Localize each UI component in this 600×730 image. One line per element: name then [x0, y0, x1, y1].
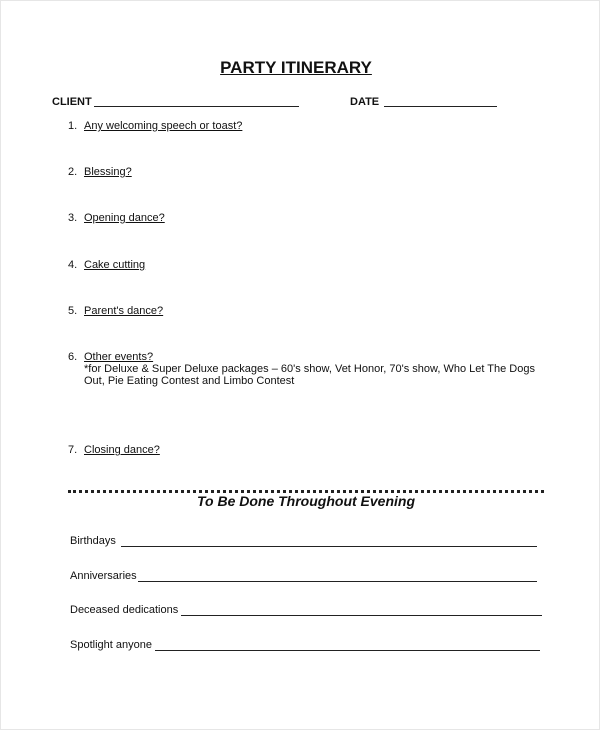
- page-title: PARTY ITINERARY: [220, 58, 372, 77]
- itinerary-item: Opening dance?: [84, 212, 165, 224]
- field-label-birthdays: Birthdays: [70, 535, 116, 547]
- itinerary-item: Any welcoming speech or toast?: [84, 120, 243, 132]
- itinerary-item: Other events?: [84, 351, 154, 363]
- itinerary-item: Closing dance?: [84, 444, 160, 456]
- item-number: 2.: [68, 166, 78, 178]
- itinerary-item: Blessing?: [84, 166, 132, 178]
- item-note: *for Deluxe & Super Deluxe packages – 60's show, Vet Honor, 70's show, Who Let The Dogs: [84, 363, 535, 375]
- item-number: 1.: [68, 120, 78, 132]
- spotlight-field-line[interactable]: [155, 650, 540, 651]
- item-number: 6.: [68, 351, 78, 363]
- item-number: 7.: [68, 444, 78, 456]
- item-number: 3.: [68, 212, 78, 224]
- field-label-anniversaries: Anniversaries: [70, 570, 137, 582]
- anniversaries-field-line[interactable]: [138, 581, 537, 582]
- item-number: 5.: [68, 305, 78, 317]
- itinerary-item: Parent's dance?: [84, 305, 164, 317]
- birthdays-field-line[interactable]: [121, 546, 537, 547]
- item-number: 4.: [68, 259, 78, 271]
- field-label-spotlight-anyone: Spotlight anyone: [70, 639, 152, 651]
- itinerary-item: Cake cutting: [84, 259, 146, 271]
- item-note: Out, Pie Eating Contest and Limbo Contest: [84, 375, 295, 387]
- field-label-deceased-dedications: Deceased dedications: [70, 604, 179, 616]
- client-field-line[interactable]: [94, 106, 299, 107]
- date-field-line[interactable]: [384, 106, 497, 107]
- client-label: CLIENT: [52, 96, 92, 108]
- date-label: DATE: [350, 96, 380, 108]
- deceased-dedications-field-line[interactable]: [181, 615, 542, 616]
- section-heading: To Be Done Throughout Evening: [196, 493, 416, 509]
